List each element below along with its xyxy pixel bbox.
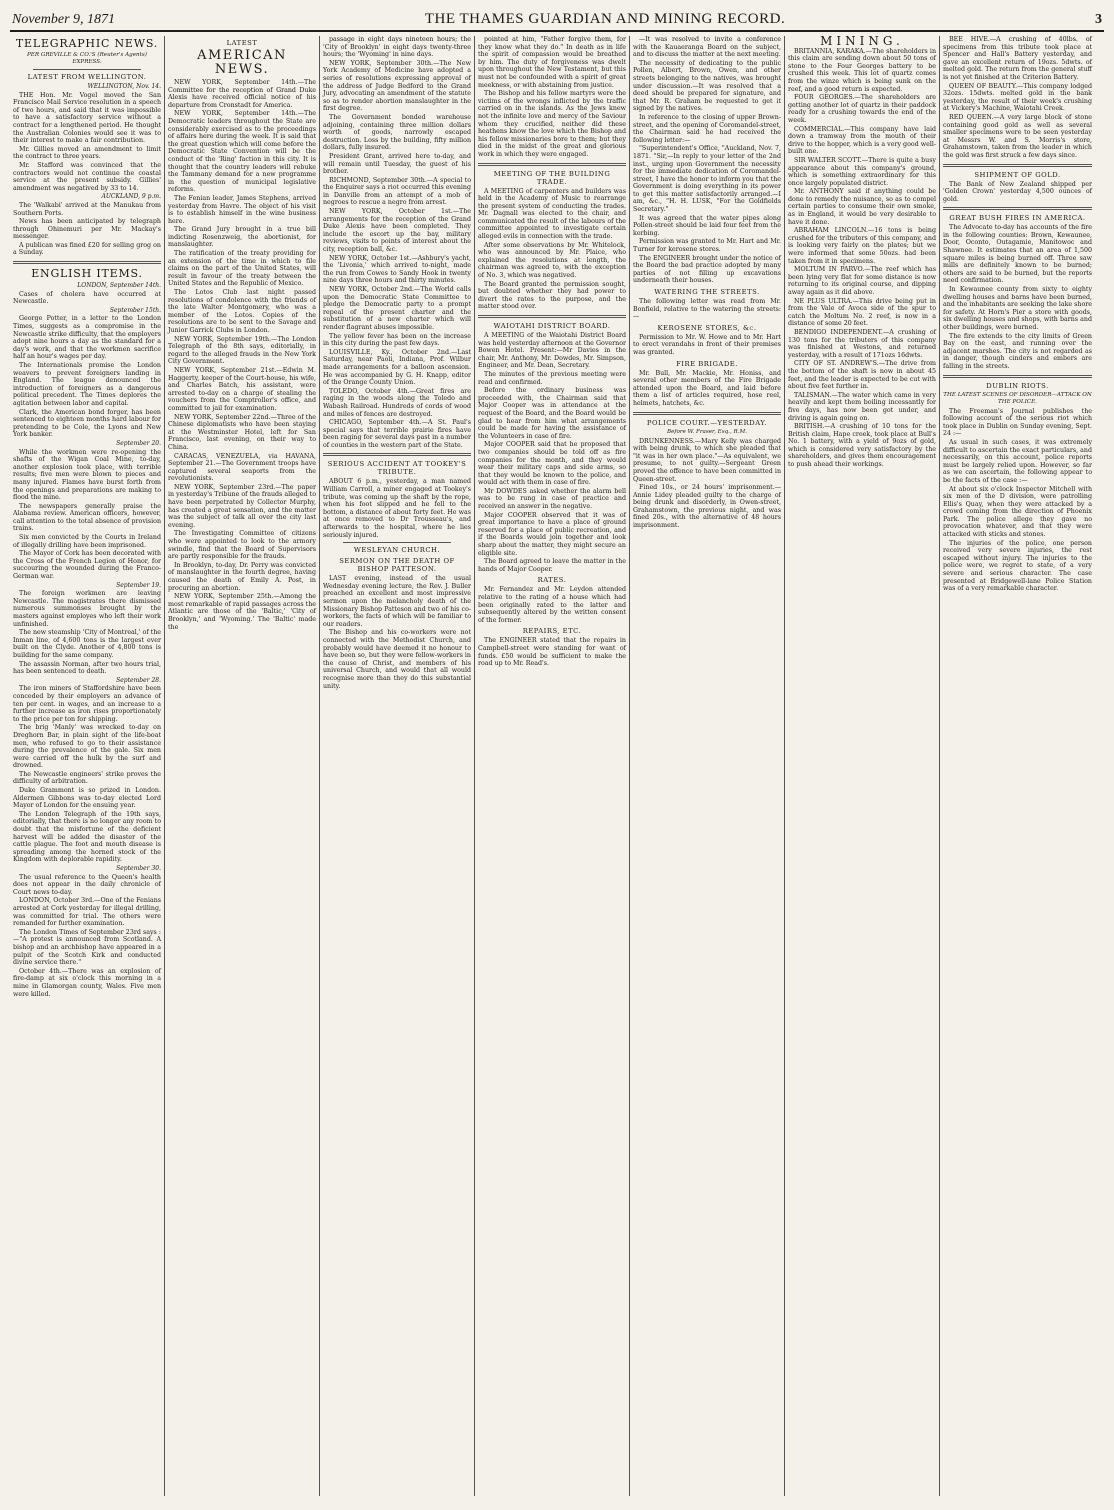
paragraph: The newspapers generally praise the Alabama review. American officers, however, call attention to the total absence of provision trains. [13, 502, 161, 533]
paragraph: The usual reference to the Queen's health does not appear in the daily chronicle of Court news to-day. [13, 873, 161, 896]
paragraph: BEE HIVE.—A crushing of 40lbs. of specimens from this tribute took place at Spencer and Hall's Battery yesterday, and gave an excellent return of 19ozs. 5dwts. of melted gold. The return from the general stuff is not yet finished at the Criterion Battery. [943, 36, 1092, 81]
paragraph: A publican was fined £20 for selling grog on a Sunday. [13, 241, 161, 257]
paragraph: The ENGINEER brought under the notice of the Board the bad practice adopted by many parties of not filling up excavations underneath their houses. [633, 254, 781, 285]
paragraph: The Bishop and his co-workers were not connected with the Methodist Church, and probably would have deemed it no honour to have been so, but they were fellow-workers in the cause of Christ, and members of his universal Church, and would that all would recognise more than they do this substantial unity. [323, 629, 471, 690]
paragraph: ABOUT 6 p.m., yesterday, a man named William Carroll, a miner engaged at Tookey's tribute, was coming up the shaft by the rope, when his foot slipped and he fell to the bottom, a distance of about forty feet. He was at once removed to Dr Trousseau's, and afterwards to the hospital, where he lies seriously injured. [323, 478, 471, 539]
bush-fires-heading: GREAT BUSH FIRES IN AMERICA. [949, 214, 1086, 223]
paragraph: In Brooklyn, to-day, Dr. Perry was convicted of manslaughter in the fourth degree, having caused the death of Emily A. Post, in procuring an abortion. [168, 561, 316, 592]
waiotahi-board-heading: WAIOTAHI DISTRICT BOARD. [493, 322, 611, 330]
paragraph: George Potter, in a letter to the London Times, suggests as a compromise in the Newcastle strike difficulty, that the employers adopt nine hours a day as the standard for a day's work, and that the workmen sacrifice half an hour's wages per day. [13, 315, 161, 361]
paragraph: The Grand Jury brought in a true bill indicting Rosenzweig, the abortionist, for manslaughter. [168, 226, 316, 249]
paragraph: The 'Walkabi' arrived at the Manukau from Southern Ports. [13, 201, 161, 217]
paragraph: NEW YORK, October 2nd.—The World calls upon the Democratic State Committee to pledge the Democratic party to a prompt repeal of the present charter and the substitution of a new charter which will render flagrant abuses impossible. [323, 286, 471, 331]
paragraph: THE Hon. Mr. Vogel moved the San Francisco Mail Service resolution in a speech of two hours, and said that it was impossible to have a satisfactory service without a contract for a lengthened period. He thought the Australian Colonies would see it was to their interest to make a fair contribution. [13, 91, 161, 145]
paragraph: BENDIGO INDEPENDENT.—A crushing of 130 tons for the tributers of this company was finished at Westons, and returned yesterday, with a result of 171ozs 16dwts. [788, 328, 936, 359]
paragraph: RICHMOND, September 30th.—A special to the Enquirer says a riot occurred this evening in Danville from an attempt of a mob of negroes to rescue a negro from arrest. [323, 176, 471, 207]
paragraph: NEW YORK, September 19th.—The London Telegraph of the 8th says, editorially, in regard to the alleged frauds in the New York City Government. [168, 335, 316, 366]
paragraph: LAST evening, instead of the usual Wednesday evening lecture, the Rev. J. Buller preached an excellent and most impressive sermon upon the melancholy death of the Missionary Bishop Patteson and two of his co-workers, the facts of which will be familiar to our readers. [323, 575, 471, 628]
paragraph: The new steamship 'City of Montreal,' of the Inman line, of 4,600 tons is the largest ever built on the Clyde. Another of 4,800 tons is building for the same company. [13, 629, 161, 659]
paragraph: ABRAHAM LINCOLN.—16 tons is being crushed for the tributers of this company, and is looking very fairly on the plates; but we were informed that some 50ozs. had been taken from it in specimens. [788, 227, 936, 265]
dublin-riots-heading: DUBLIN RIOTS. [986, 381, 1049, 390]
paragraph: The ENGINEER stated that the repairs in Campbell-street were standing for want of funds. £50 would be sufficient to make the road up to Mr. Read's. [478, 637, 626, 668]
divider [343, 542, 451, 543]
paragraph: DRUNKENNESS.—Mary Kelly was charged with being drunk, to which she pleaded that "it was in her own place."—As equivalent, we presume, to not guilty.—Sergeant Green proved the offence to have been committed in Queen-street. [633, 437, 781, 483]
paragraph: The Government bonded warehouse adjoining, containing three million dollars worth of goods, narrowly escaped destruction. Loss by the building, fifty million dollars, fully insured. [323, 113, 471, 152]
paragraph: NEW YORK, October 1st.—Ashbury's yacht, the 'Livonia,' which arrived to-night, made the run from Cowes to Sandy Hook in twenty nine days three hours and thirty minutes. [323, 254, 471, 285]
paragraph: The Bishop and his fellow martyrs were the victims of the wrongs inflicted by the traffic carried on in the islands. As the Jews knew not the infinite love and mercy of the Saviour whom they crucified, neither did these heathens know the love which the Bishop and his fellow missionaries bore to them; but they died in the midst of the great and glorious work in which they were engaged. [478, 90, 626, 158]
paragraph: NEW YORK, October 1st.—The arrangements for the reception of the Grand Duke Alexis have been completed. They include the escort up the bay, military reviews, visits to points of interest about the city, reception ball, &c. [323, 208, 471, 254]
dateline: AUCKLAND, 9 p.m. [101, 193, 161, 201]
telegraphic-agency: PER GREVILLE & CO.'S (Reuter's Agents) EXPRESS. [27, 52, 147, 65]
paragraph: News has been anticipated by telegraph through Ohinemuri per Mr. Mackay's messenger. [13, 218, 161, 241]
column-2 [165, 36, 320, 1496]
paragraph: The Board agreed to leave the matter in the hands of Major Cooper. [478, 558, 626, 573]
paragraph: The ratification of the treaty providing for an extension of the time in which to file claims on the part of the United States, will result in favour of the treaty between the United States and the Republic of Mexico. [168, 250, 316, 288]
paragraph: CITY OF ST. ANDREW'S.—The drive from the bottom of the shaft is now in about 45 feet, and the leader is expected to be cut with about five feet further in. [788, 360, 936, 391]
paragraph: Mr. ANTHONY said if anything could be done to remedy the nuisance, so as to compel certain parties to consume their own smoke, as in England, it would be very desirable to have it done. [788, 188, 936, 226]
column-1 [10, 36, 165, 1496]
paragraph: The Investigating Committee of citizens who were appointed to look to the armory swindle, find that the Board of Supervisors are partly responsible for the frauds. [168, 530, 316, 561]
paragraph: NEW YORK, September 25th.—Among the most remarkable of rapid passages across the Atlantic are those of the 'Baltic,' 'City of Brooklyn,' and 'Wyoming.' The 'Baltic' made the [168, 593, 316, 631]
letter-quote: "Superintendent's Office, "Auckland, Nov. 7, 1871. "Sir,—In reply to your letter of the 2nd inst., urging upon Government the necessity for the immediate dedication of Coromandel-street, I have the honor to inform you that the Government is doing everything in its power to get this matter satisfactorily arranged.—I am, &c., "H. H. LUSK, "For the Goldfields Secretary." [633, 145, 781, 214]
american-heading-latest: LATEST [226, 39, 258, 47]
paragraph: COMMERCIAL.—This company have laid down a tramway from the mouth of their drive to the hopper, which is a very good well-built one. [788, 125, 936, 156]
paragraph: CARACAS, VENEZUELA, via HAVANA, September 21.—The Government troops have captured several seaports from the revolutionists. [168, 452, 316, 483]
paragraph: pointed at him, "Father forgive them, for they know what they do." In death as in life the spirit of compassion would be breathed by him. The duty of forgiveness was dwelt upon throughout the New Testament, but this must not be confounded with a spirit of great meekness, or with abstaining from justice. [478, 36, 626, 89]
paragraph: The minutes of the previous meeting were read and confirmed. [478, 370, 626, 386]
newspaper-title: THE THAMES GUARDIAN AND MINING RECORD. [424, 11, 786, 27]
paragraph: Permission to Mr. W. Howe and to Mr. Hart to erect verandahs in front of their premises was granted. [633, 333, 781, 356]
paragraph: The Newcastle engineers' strike proves the difficulty of arbitration. [13, 770, 161, 786]
paragraph: Fined 10s., or 24 hours' imprisonment.—Annie Lidey pleaded guilty to the charge of being drunk and disorderly, in Owen-street, Grahamstown, the previous night, and was fined 20s., with the alternative of 48 hours imprisonment. [633, 484, 781, 530]
divider [633, 412, 781, 415]
paragraph: SIR WALTER SCOTT.—There is quite a busy appearance about this company's ground, which is something extraordinary for this once largely populated district. [788, 156, 936, 187]
newspaper-page [10, 6, 1104, 1496]
column-3 [320, 36, 475, 1496]
paragraph: passage in eight days nineteen hours; the 'City of Brooklyn' in eight days twenty-three hours; the 'Wyoming' in nine days. [323, 36, 471, 59]
paragraph: The London Times of September 23rd says :—"A protest is announced from Scotland. A bishop and an archbishop have appeared in a pulpit of the Scotch Kirk and conducted divine service there." [13, 928, 161, 967]
paragraph: BRITISH.—A crushing of 10 tons for the British claim, Hape creek, took place at Bull's No. 1 battery, with a yield of 9ozs of gold, which is considered very satisfactory by the shareholders, and gives them encouragement to push ahead their workings. [788, 423, 936, 469]
american-news-heading: AMERICAN NEWS. [197, 48, 287, 77]
paragraph: Mr. Fernandez and Mr. Leydon attended relative to the rating of a house which had been originally rated to the latter and subsequently altered by the written consent of the former. [478, 586, 626, 624]
wellington-heading: LATEST FROM WELLINGTON. [27, 73, 147, 81]
dateline: WELLINGTON, Nov. 14. [87, 83, 161, 90]
paragraph: Cases of cholera have occurred at Newcastle. [13, 290, 161, 306]
paragraph: NEW YORK, September 22nd.—Three of the Chinese diplomatists who have been staying at the Westminster Hotel, left for San Francisco, last evening, on their way to China. [168, 413, 316, 451]
paragraph: In reference to the closing of upper Brown-street, and the opening of Coromandel-street, the Chairman said he had received the following letter:— [633, 113, 781, 144]
paragraph: Mr. Stafford was convinced that the contractors would not continue the coastal service at the present subsidy. Gillies' amendment was negatived by 33 to 14. [13, 161, 161, 192]
paragraph: The Mayor of Cork has been decorated with the Cross of the French Legion of Honor, for succouring the wounded during the Franco-German war. [13, 550, 161, 581]
paragraph: NEW YORK, September 21st.—Edwin M. Haggerty, keeper of the Court-house, his wife, and Charles Batch, his assistant, were arrested to-day on a charge of stealing the vouchers from the Comptroller's office, and committed to jail for examination. [168, 366, 316, 412]
paragraph: The foreign workmen are leaving Newcastle. The magistrates there dismissed numerous summonses brought by the masters against employes who left their work unfinished. [13, 590, 161, 628]
divider [33, 69, 141, 70]
paragraph: At about six o'clock Inspector Mitchell with six men of the D division, were patrolling Ellis's Quay, when they were attacked by a crowd coming from the direction of Phoenix Park. The police allege they gave no provocation whatever, and that they were attacked with sticks and stones. [943, 485, 1092, 539]
divider [478, 315, 626, 318]
paragraph: QUEEN OF BEAUTY.—This company lodged 32ozs. 15dwts. melted gold in the bank yesterday, the result of their week's crushing at Vickery's Machine, Waiotahi Creek. [943, 82, 1092, 113]
fire-brigade-subheading: FIRE BRIGADE. [676, 359, 738, 368]
column-7 [940, 36, 1095, 1496]
shipment-heading: SHIPMENT OF GOLD. [974, 170, 1061, 179]
paragraph: The assassin Norman, after two hours trial, has been sentenced to death. [13, 660, 161, 676]
paragraph: October 4th.—There was an explosion of fire-damp at six o'clock this morning in a mine in Glamorgan county, Wales. Five men were killed. [13, 967, 161, 998]
paragraph: While the workmen were re-opening the shafts of the Wigan Coal Mine, to-day, another explosion took place, with terrible results; five men were blown to pieces and many injured. Flames have burst forth from the openings and preparations are making to flood the mine. [13, 448, 161, 502]
paragraph: NEW YORK, September 14th.—The Democratic leaders throughout the State are considerably exercised as to the proceedings of affairs here during the week. It is said that the great question which will come before the Democratic State Convention will be the conduct of the 'Ring' faction in this city. It is thought that the country leaders will rebuke the Tammany demand for a new programme in the question of municipal legislative reforms. [168, 110, 316, 194]
divider [323, 453, 471, 456]
column-4 [475, 36, 630, 1496]
paragraph: Before the ordinary business was proceeded with, the Chairman said that Major Cooper was in attendance at the request of the Board, and the Board would be glad to hear from him what arrangements could be made for having the assistance of the Volunteers in case of fire. [478, 387, 626, 440]
paragraph: A MEETING of carpenters and builders was held in the Academy of Music to rearrange the present system of conducting the trades. Mr. Dagnall was elected to the chair, and communicated the result of the labours of the committee appointed to investigate certain alleged evils in connection with the trade. [478, 187, 626, 241]
police-court-subheading: Before W. Fraser, Esq., R.M. [667, 428, 747, 435]
paragraph: President Grant, arrived here to-day, and will remain until Tuesday, the guest of his brother. [323, 152, 471, 176]
paragraph: NEW YORK, September 30th.—The New York Academy of Medicine have adopted a series of resolutions expressing approval of the address of Judge Bedford to the Grand Jury, advocating an amendment of the statute so as to render abortion manslaughter in the first degree. [323, 59, 471, 113]
paragraph: FOUR GEORGES.—The shareholders are getting another lot of quartz in their paddock ready for a crushing towards the end of the week. [788, 94, 936, 124]
paragraph: In Kewaunee county from sixty to eighty dwelling houses and barns have been burned, and the inhabitants are seeking the lake shore for safety. At Horn's Pier a store with goods, six dwelling houses and shops, with barns and other buildings, were burned. [943, 286, 1092, 331]
mining-heading: MINING. [820, 36, 904, 48]
paragraph: The fire extends to the city limits of Green Bay on the east, and running over the adjacent marshes. The city is not regarded as in danger, though cinders and embers are falling in the streets. [943, 332, 1092, 370]
divider [943, 207, 1092, 210]
building-trade-heading: MEETING OF THE BUILDING TRADE. [493, 169, 611, 186]
divider [943, 375, 1092, 378]
column-6 [785, 36, 940, 1496]
wesleyan-subheading: SERMON ON THE DEATH OF BISHOP PATTESON. [339, 557, 455, 574]
paragraph: As usual in such cases, it was extremely difficult to ascertain the exact particulars, and necessarily, on this account, police reports must be largely relied upon. However, so far as we can ascertain, the following appear to be the facts of the case :— [943, 438, 1092, 484]
paragraph: —It was resolved to invite a conference with the Kauaeranga Board on the subject, and to discuss the matter at the next meeting. [633, 36, 781, 59]
dateline: September 20. [116, 439, 161, 447]
paragraph: Major COOPER said that he proposed that two companies should be told off as fire companies for the month, and they would wear their military caps and side arms, so that they would be known to the police, and would act with them in case of fire. [478, 441, 626, 487]
page-number: 3 [1095, 12, 1102, 27]
paragraph: MOLTUM IN PARVO.—The reef which has been lying very flat for some distance is now returning to its original course, and dipping away again as it did above. [788, 266, 936, 296]
paragraph: The London Telegraph of the 19th says, editorially, that there is no longer any room to doubt that the misfortune of the deficient harvest will be added the disaster of the cattle plague. The foot and mouth disease is spreading among the horned stock of the Kingdom with deplorable rapidity. [13, 810, 161, 864]
paragraph: The Fenian leader, James Stephens, arrived yesterday from Havre. The object of his visit is to establish himself in the wine business here. [168, 194, 316, 225]
column-5 [630, 36, 785, 1496]
dateline: LONDON, September 14th. [77, 282, 161, 290]
kerosene-subheading: KEROSENE STORES, &c. [657, 323, 757, 332]
paragraph: NEW YORK, September 14th.—The Committee for the reception of Grand Duke Alexis have received official notice of his departure from Cronstadt for America. [168, 79, 316, 109]
paragraph: The Lotos Club last night passed resolutions of condolence with the friends of the late Walter Montgomery, who was a member of the Lotos. Copies of the resolutions are to be sent to the Savage and Junior Garrick Clubs in London. [168, 289, 316, 334]
paragraph: Mr DOWDES asked whether the alarm bell was to be rung in case of practice and received an answer in the negative. [478, 487, 626, 511]
paragraph: After some observations by Mr. Whitelock, who was announced by Mr. Plaice, who explained the resolutions at length, the chairman was agreed to, with the exception of No. 3, which was negatived. [478, 241, 626, 280]
paragraph: It was agreed that the water pipes along Pollen-street should be laid four feet from the kerbing. [633, 214, 781, 237]
paragraph: Duke Grammont is so prized in London. Aldermen Gibbons was to-day elected Lord Mayor of London for the ensuing year. [13, 787, 161, 810]
dateline: September 30. [116, 865, 161, 872]
paragraph: The yellow fever has been on the increase in this city during the past few days. [323, 332, 471, 348]
paragraph: LONDON, October 3rd.—One of the Fenians arrested at Cork yesterday for illegal drilling, was committed for trial. The others were remanded for further examination. [13, 897, 161, 928]
paragraph: Major COOPER observed that it was of great importance to have a place of ground reserved for a place of public recreation, and if the Boards would join together and look sharp about the matter, they might secure an eligible site. [478, 511, 626, 557]
paragraph: The Board granted the permission sought, but doubted whether they had power to divert the rates to the purpose, and the matter stood over. [478, 280, 626, 311]
paragraph: Clark, the American bond forger, has been sentenced to eighteen months hard labour for pretending to be Cole, the Lyons and New York banker. [13, 408, 161, 439]
paragraph: The Advocate to-day has accounts of the fire in the following counties: Brown, Kewaunee, Door, Oconto, Outagamie, Manitowoc and Shawnee. It estimates that an area of 1,500 square miles is being burned off. Three saw mills are definitely known to be burned; others are said to be burned, but the reports need confirmation. [943, 224, 1092, 285]
paragraph: RED QUEEN.—A very large block of stone containing good gold as well as several smaller specimens were to be seen yesterday at Messrs W. and S. Morris's store, Grahamstown, taken from the leader in which the gold was first struck a few days since. [943, 113, 1092, 159]
paragraph: The Freeman's Journal publishes the following account of the serious riot which took place in Dublin on Sunday evening, Sept. 24 :— [943, 407, 1092, 438]
paragraph: The injuries of the police, one person received very severe injuries, the rest escaped without injury. The injuries to the police were, we regret to state, of a very severe and serious character. The case presented at Bridgewell-lane Police Station was of a very remarkable character. [943, 539, 1092, 593]
police-court-heading: POLICE COURT.—YESTERDAY. [646, 418, 768, 427]
paragraph: The following letter was read from Mr. Bonfield, relative to the watering the streets:— [633, 298, 781, 321]
paragraph: BRITANNIA, KARAKA.—The shareholders in this claim are sending down about 50 tons of stone to the Four Georges battery to be crushed this week. This lot of quartz comes from the winze which is being sunk on the reef, and a good return is expected. [788, 47, 936, 93]
rates-subheading: RATES. [537, 576, 567, 585]
paragraph: Permission was granted to Mr. Hart and Mr. Turner for kerosene stores. [633, 238, 781, 254]
paragraph: TALISMAN.—The water which came in very heavily and kept them boiling incessantly for five days, has now been got under, and driving is again going on. [788, 391, 936, 422]
masthead [10, 6, 1104, 32]
paragraph: The brig 'Manly' was wrecked to-day on Dreghorn Bar, in plain sight of the life-boat men, who refused to go to their assistance during the prevalence of the gale. Six men were carried off the hulk by the surf and drowned. [13, 724, 161, 770]
dublin-riots-subheading: THE LATEST SCENES OF DISORDER—ATTACK ON THE POLICE. [943, 391, 1092, 405]
watering-subheading: WATERING THE STREETS. [654, 288, 760, 296]
dateline: September 28. [116, 676, 161, 684]
divider [13, 261, 161, 264]
issue-date: November 9, 1871 [12, 12, 116, 27]
divider [943, 164, 1092, 167]
dateline: September 15th. [109, 306, 161, 314]
wesleyan-heading: WESLEYAN CHURCH. [353, 546, 441, 555]
paragraph: Mr. Gillies moved an amendment to limit the contract to three years. [13, 145, 161, 161]
dateline: September 19. [116, 581, 161, 589]
paragraph: Mr. Bull, Mr. Mackie, Mr. Honiss, and several other members of the Fire Brigade attended upon the Board, and laid before them a list of articles required, hose reel, helmets, hatchets, &c. [633, 369, 781, 407]
english-items-heading: ENGLISH ITEMS. [31, 267, 143, 281]
paragraph: NE PLUS ULTRA.—This drive being put in from the Vale of Avoca side of the spur to catch the Moltum No. 2 reef, is now in a distance of some 20 feet. [788, 297, 936, 328]
paragraph: The iron miners of Staffordshire have been conceded by their employers an advance of ten per cent. in wages, and an increase to a further increase as iron rises proportionately to the price per ton for shipping. [13, 685, 161, 723]
paragraph: The necessity of dedicating to the public Pollen, Albert, Brown, Owen, and other streets belonging to the natives, was brought under discussion.—It was resolved that a deed should be prepared for signature, and that Mr. R. Graham be requested to get it signed by the natives. [633, 59, 781, 113]
paragraph: The Bank of New Zealand shipped per 'Golden Crown' yesterday 4,500 ounces of gold. [943, 180, 1092, 203]
paragraph: LOUISVILLE, Ky., October 2nd.—Last Saturday, near Paoli, Indiana, Prof. Wilbur made arrangements for a balloon ascension. He was accompanied by G. H. Knapp, editor of the Orange County Union. [323, 348, 471, 387]
serious-accident-heading: SERIOUS ACCIDENT AT TOOKEY'S TRIBUTE. [327, 460, 467, 477]
paragraph: A MEETING of the Waiotahi District Board was held yesterday afternoon at the Governor Bowen Hotel. Present:—Mr Davies in the chair, Mr. Anthony, Mr. Dowdes, Mr. Simpson, Engineer, and Mr. Dean, Secretary. [478, 332, 626, 370]
columns [10, 36, 1104, 1496]
telegraphic-heading: TELEGRAPHIC NEWS. [15, 37, 159, 50]
paragraph: CHICAGO, September 4th.—A St. Paul's special says that terrible prairie fires have been raging for several days past in a number of counties in the western part of the State. [323, 419, 471, 449]
divider [478, 163, 626, 166]
paragraph: TOLEDO, October 4th.—Great fires are raging in the woods along the Toledo and Wabash Railroad. Hundreds of cords of wood and miles of fences are destroyed. [323, 387, 471, 418]
paragraph: Six men convicted by the Courts in Ireland of illegally drilling have been imprisoned. [13, 534, 161, 549]
paragraph: The Internationals promise the London weavers to prevent foreigners landing in England. The league denounced the introduction of foreigners as a dangerous political precedent. The Times deplores the agitation between labor and capital. [13, 362, 161, 407]
repairs-subheading: REPAIRS, ETC. [522, 627, 582, 636]
paragraph: NEW YORK, September 23rd.—The paper in yesterday's Tribune of the frauds alleged to have been perpetrated by Collector Murphy, has created a great sensation, and the matter was the subject of talk all over the city last evening. [168, 483, 316, 529]
